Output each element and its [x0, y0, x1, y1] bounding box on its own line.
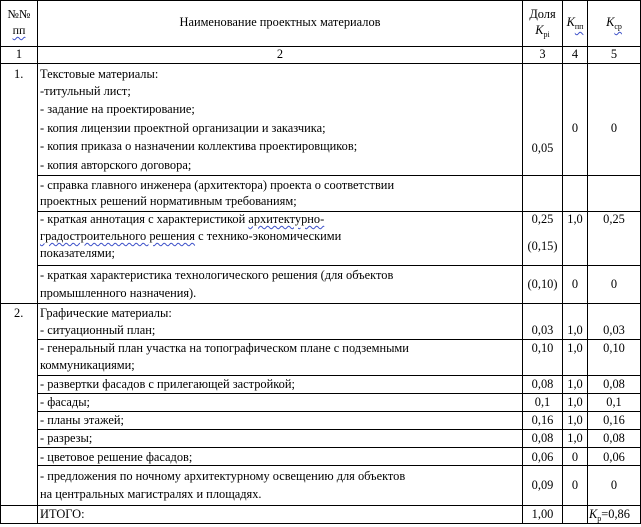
header-share: Доля	[529, 7, 556, 21]
row-text: - генеральный план участка на топографическом плане с подземными	[40, 341, 409, 355]
row-text: - копия лицензии проектной организации и заказчика;	[40, 121, 326, 135]
row-text: промышленного назначения).	[40, 286, 197, 300]
share-value: 0,25	[531, 212, 554, 226]
ksr-value: 0	[610, 478, 618, 492]
row-text: - развертки фасадов с прилегающей застройкой;	[40, 377, 295, 391]
row-line	[37, 465, 641, 466]
row-text: коммуникациями;	[40, 358, 135, 372]
ksr-value: 0	[610, 121, 618, 135]
row-text: показателями;	[40, 246, 115, 260]
row-text: - цветовое решение фасадов;	[40, 450, 193, 464]
ksr-value: 0,08	[603, 431, 625, 445]
ksr-value: 0,10	[603, 341, 625, 355]
row-text: на центральных магистралях и площадях.	[40, 487, 262, 501]
share-value: 0,16	[531, 413, 554, 427]
header-ksr: $K_{ср}$	[606, 15, 622, 31]
header-name: Наименование проектных материалов	[179, 15, 381, 29]
ksr-value: 0	[610, 277, 618, 291]
total-label: ИТОГО:	[40, 507, 85, 521]
share-value: 0,08	[531, 431, 554, 445]
share-value: 0,06	[531, 450, 554, 464]
kpp-value: 1,0	[567, 431, 583, 445]
section1-bottom-line	[0, 303, 641, 304]
colnum-5: 5	[610, 47, 618, 61]
total-share: 1,00	[531, 507, 554, 521]
kpp-value: 1,0	[567, 212, 583, 226]
kpp-value: 0	[571, 450, 579, 464]
section-number: 2.	[14, 306, 24, 320]
section-number: 1.	[14, 67, 24, 81]
share-value: 0,05	[531, 141, 554, 155]
row-text: - краткая аннотация с характеристикой архитектурно-	[40, 212, 325, 226]
header-kpp: $K_{пп}$	[566, 15, 584, 31]
row-text: - разрезы;	[40, 431, 93, 445]
row-text: - краткая характеристика технологического решения (для объектов	[40, 268, 394, 282]
share-value: (0,10)	[527, 277, 558, 291]
ksr-value: 0,16	[603, 413, 625, 427]
row-text: - предложения по ночному архитектурному освещению для объектов	[40, 469, 406, 483]
colnum-2: 2	[276, 47, 284, 61]
share-value: 0,1	[534, 395, 551, 409]
ksr-value: 0,08	[603, 377, 625, 391]
share-value: 0,10	[531, 341, 554, 355]
table-border-top	[0, 0, 641, 1]
header-num2: пп	[12, 23, 26, 37]
share-value-alt: (0,15)	[527, 239, 558, 253]
row-text: - задание на проектирование;	[40, 102, 195, 116]
row-text: - копия авторского договора;	[40, 158, 192, 172]
kpp-value: 0	[571, 121, 579, 135]
kpp-value: 1,0	[567, 395, 583, 409]
kpp-value: 1,0	[567, 323, 583, 337]
table-border-left	[0, 0, 1, 524]
kpp-value: 1,0	[567, 341, 583, 355]
colnum-3: 3	[539, 47, 546, 61]
share-value: 0,08	[531, 377, 554, 391]
colnum-1: 1	[15, 47, 23, 61]
row-text: -титульный лист;	[40, 84, 131, 98]
colnum-4: 4	[571, 47, 579, 61]
kpp-value: 0	[571, 277, 579, 291]
row-text: - планы этажей;	[40, 413, 124, 427]
row-text: градостроительного решения с технико-экономическими	[40, 229, 342, 243]
share-value: 0,09	[531, 478, 554, 492]
row-line	[37, 447, 641, 448]
kpp-value: 0	[571, 478, 579, 492]
header-num: №№	[7, 7, 31, 21]
ksr-value: 0,1	[606, 395, 622, 409]
ksr-value: 0,25	[603, 212, 625, 226]
row-text: проектных решений нормативным требованиям;	[40, 194, 297, 208]
section-title: Графические материалы:	[40, 306, 172, 320]
section-title: Текстовые материалы:	[40, 67, 159, 81]
share-value: 0,03	[531, 323, 554, 337]
row-text: - ситуационный план;	[40, 323, 156, 337]
row-line	[37, 175, 641, 176]
colnum-bottom-line	[0, 63, 641, 64]
header-share-symbol: $K_{pi}$	[535, 23, 550, 39]
row-text: - справка главного инженера (архитектора) проекта о соответствии	[40, 178, 395, 192]
total-ksr: $K_р=0,86$	[589, 507, 630, 523]
ksr-value: 0,06	[603, 450, 625, 464]
col-divider-1	[37, 0, 38, 524]
kpp-value: 1,0	[567, 413, 583, 427]
row-line	[37, 265, 641, 266]
ksr-value: 0,03	[603, 323, 625, 337]
kpp-value: 1,0	[567, 377, 583, 391]
row-text: - копия приказа о назначении коллектива проектировщиков;	[40, 139, 358, 153]
row-text: - фасады;	[40, 395, 90, 409]
